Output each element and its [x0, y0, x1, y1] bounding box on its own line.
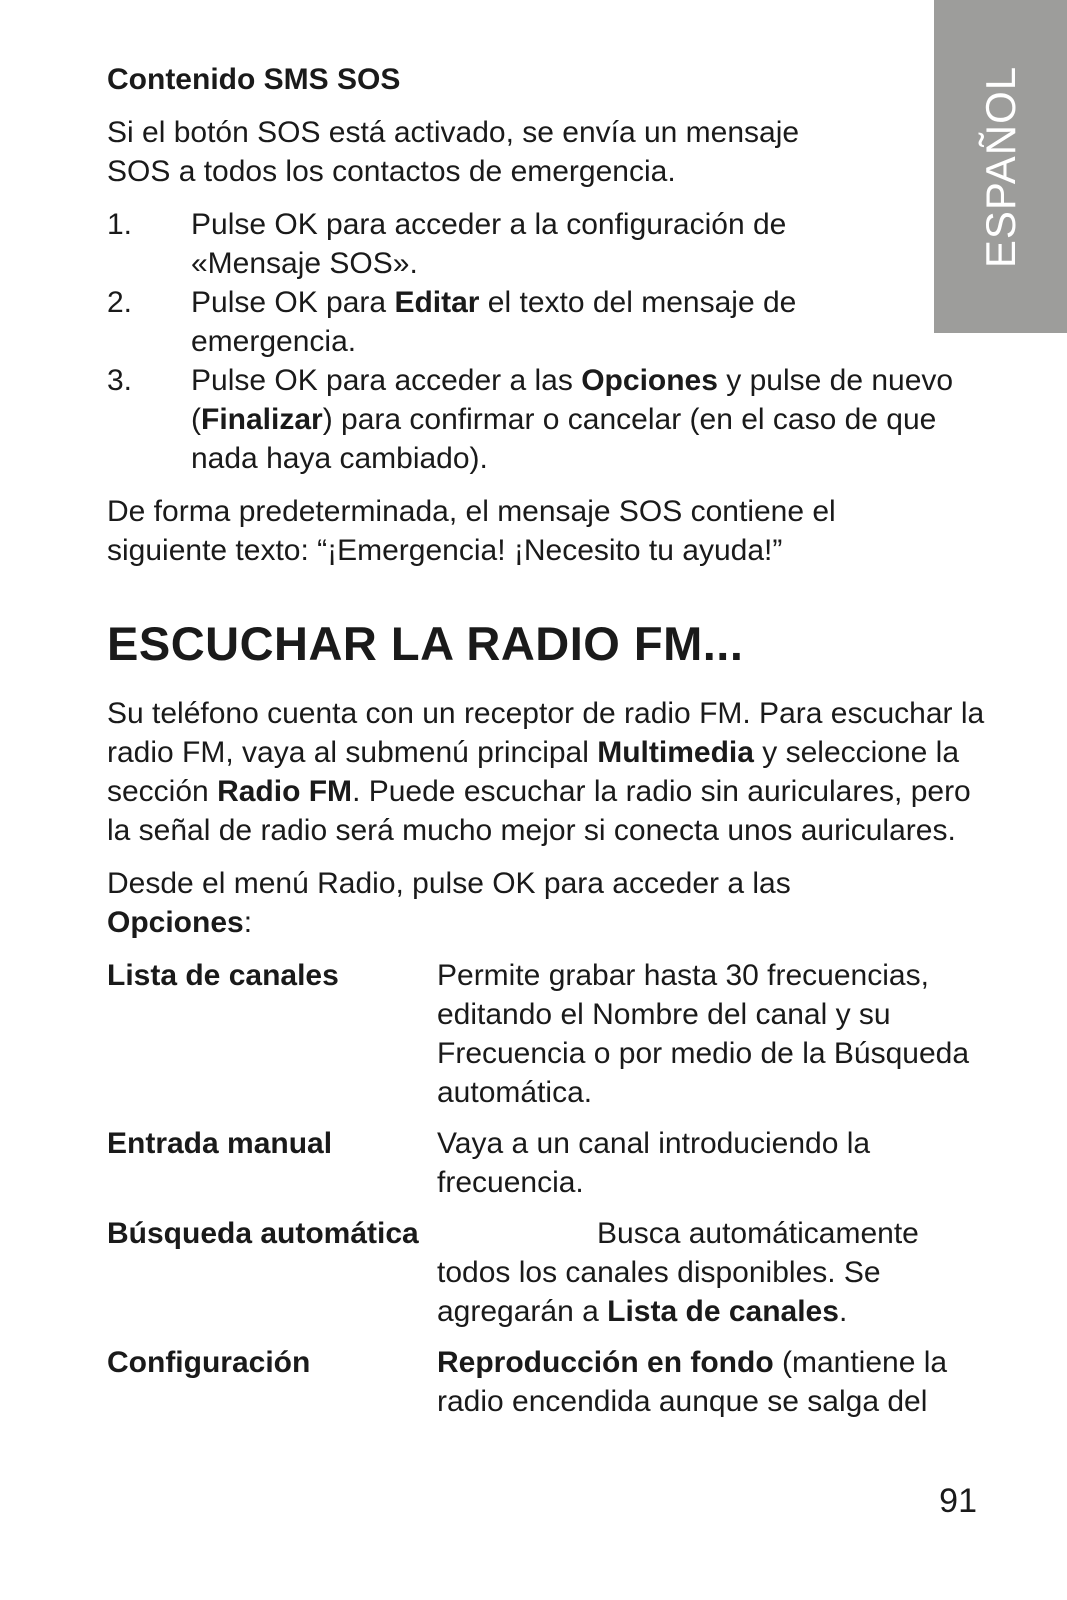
- step-text-part: Pulse OK para acceder a la configuración de «Mensaje SOS».: [191, 208, 787, 280]
- option-row: [107, 1214, 997, 1331]
- option-description: [437, 1253, 997, 1331]
- sms-sos-heading: Contenido SMS SOS: [107, 63, 401, 96]
- sms-sos-intro: Si el botón SOS está activado, se envía un mensaje SOS a todos los contactos de emergencia.: [107, 116, 800, 188]
- text-part: y seleccione la sección: [107, 736, 960, 808]
- text-bold: Opciones: [107, 906, 244, 939]
- sms-default-text: De forma predeterminada, el mensaje SOS contiene el siguiente texto: “¡Emergencia! ¡Necesito tu ayuda!”: [107, 495, 836, 567]
- step-text-part: y pulse de nuevo (: [191, 364, 954, 436]
- text-part: .: [838, 1295, 848, 1328]
- text-part: . Puede escuchar la radio sin auriculares, pero la señal de radio será mucho mejor si conecta unos auriculares.: [107, 775, 971, 847]
- step-text-part: el texto del mensaje de emergencia.: [191, 286, 797, 358]
- step-item: [107, 205, 997, 283]
- step-number: 2.: [107, 286, 133, 319]
- text-bold: Lista de canales: [607, 1295, 839, 1328]
- option-term: Lista de canales: [107, 959, 339, 992]
- option-row: [107, 1343, 997, 1421]
- step-text-part: Pulse OK para: [191, 286, 395, 319]
- text-part: (mantiene la radio encendida aunque se salga del: [437, 1346, 948, 1418]
- option-description: Permite grabar hasta 30 frecuencias, editando el Nombre del canal y su Frecuencia o por medio de la Búsqueda automática.: [437, 959, 970, 1109]
- step-item: [107, 283, 997, 361]
- text-part: Su teléfono cuenta con un receptor de radio FM. Para escuchar la radio FM, vaya al submenú principal: [107, 697, 985, 769]
- step-text: [191, 205, 831, 283]
- step-item: [107, 361, 997, 478]
- step-number: 3.: [107, 364, 133, 397]
- step-text-bold: Editar: [394, 286, 480, 319]
- step-text-part: ) para confirmar o cancelar (en el caso de que nada haya cambiado).: [191, 403, 937, 475]
- text-part: Desde el menú Radio, pulse OK para acceder a las: [107, 867, 791, 900]
- text-bold: Multimedia: [597, 736, 754, 769]
- step-text-bold: Finalizar: [201, 403, 323, 436]
- page-content: [107, 60, 997, 1433]
- option-term: Configuración: [107, 1346, 311, 1379]
- option-description: [437, 1343, 997, 1421]
- language-tab-label: ESPAÑOL: [976, 65, 1024, 268]
- text-part: :: [243, 906, 253, 939]
- option-description-first: Busca automáticamente: [597, 1217, 919, 1250]
- step-number: 1.: [107, 208, 133, 241]
- option-row: [107, 1124, 997, 1202]
- step-text-bold: Opciones: [581, 364, 718, 397]
- step-text: [191, 283, 851, 361]
- option-term: Entrada manual: [107, 1127, 333, 1160]
- step-text: [191, 361, 997, 478]
- radio-intro-paragraph: [107, 694, 997, 850]
- radio-section-title: ESCUCHAR LA RADIO FM...: [107, 617, 744, 670]
- sms-sos-steps: [107, 205, 997, 478]
- option-description: Vaya a un canal introduciendo la frecuencia.: [437, 1127, 871, 1199]
- step-text-part: Pulse OK para acceder a las: [191, 364, 582, 397]
- text-part: todos los canales disponibles. Se agregarán a: [437, 1256, 881, 1328]
- text-bold: Radio FM: [217, 775, 353, 808]
- option-term: Búsqueda automática: [107, 1217, 419, 1250]
- text-bold: Reproducción en fondo: [437, 1346, 774, 1379]
- radio-options-paragraph: [107, 864, 867, 942]
- option-row: [107, 956, 997, 1112]
- page-number: 91: [939, 1482, 977, 1520]
